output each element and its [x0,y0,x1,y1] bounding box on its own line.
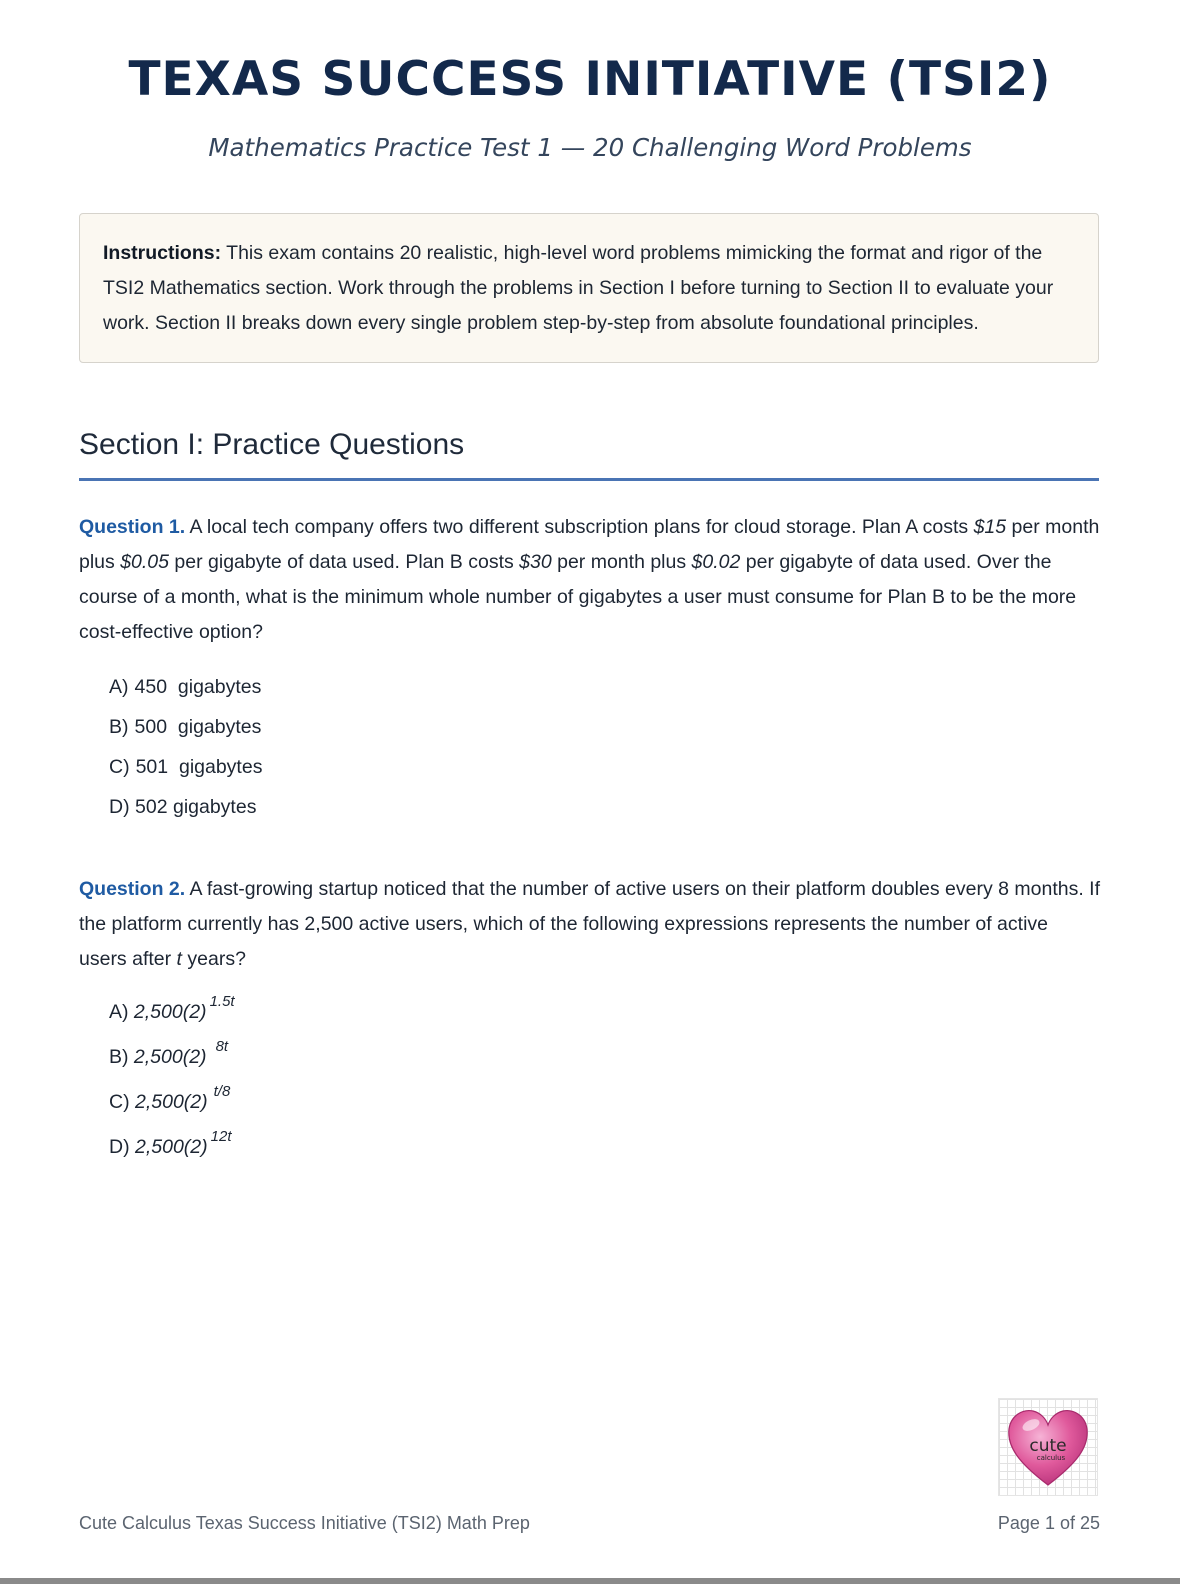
instructions-box [79,213,1099,363]
answer-option-a[interactable] [109,993,235,1027]
logo-text: cute [1029,1436,1067,1456]
option-letter: C) [109,756,130,778]
page-bottom-border [0,1578,1180,1584]
option-value: 450 [134,676,168,698]
question-label: Question 1. [79,516,186,538]
question-text-part: per month plus [551,551,692,573]
page-subtitle: Mathematics Practice Test 1 — 20 Challenging Word Problems [208,133,972,162]
section-title: Section I: Practice Questions [79,428,465,461]
option-value: 500 [134,716,168,738]
question-2 [79,872,1101,977]
option-value: 502 [135,796,168,818]
question-text [79,878,1100,970]
question-text-part: per gigabyte of data used. Plan B costs [169,551,520,573]
expression-exponent: t/8 [213,1083,231,1100]
price-value: $30 [519,551,552,573]
price-value: $0.02 [691,551,741,573]
option-expression [135,1083,231,1113]
option-unit: gigabytes [172,796,257,818]
option-letter: A) [109,676,129,698]
expression-base: 2,500(2) [133,1001,207,1023]
instructions-text: This exam contains 20 realistic, high-level word problems mimicking the format and rigor of the TSI2 Mathematics section. Work through the problems in Section I before turning to Section II to evaluate your work. Section II breaks down every single problem step-by-step from absolute foundational principles. [103,242,1054,334]
question-text-part: A fast-growing startup noticed that the number of active users on their platform doubles every 8 months. If the platform currently has 2,500 active users, which of the following expressions represents the number of active users after [79,878,1101,970]
footer-title: Cute Calculus Texas Success Initiative (TSI2) Math Prep [79,1513,530,1533]
answer-option-d[interactable] [109,792,256,822]
expression-exponent: 1.5t [209,993,235,1010]
section-divider [79,478,1099,481]
option-letter: B) [109,1046,129,1068]
page-title: TEXAS SUCCESS INITIATIVE (TSI2) [128,52,1052,107]
question-text-part: A local tech company offers two different subscription plans for cloud storage. Plan A costs [189,516,974,538]
instructions-label: Instructions: [103,242,222,264]
answer-option-b[interactable] [109,1038,229,1072]
price-value: $0.05 [120,551,170,573]
option-letter: B) [109,716,129,738]
page-number: Page 1 of 25 [997,1513,1100,1533]
question-text [79,516,1099,643]
question-text-part: per month plus [79,516,1100,573]
expression-exponent: 12t [210,1128,232,1145]
answer-option-c[interactable] [109,752,262,782]
expression-exponent: 8t [215,1038,229,1055]
answer-option-c[interactable] [109,1083,231,1117]
answer-option-d[interactable] [109,1128,232,1162]
question-text-part: per gigabyte of data used. Over the course of a month, what is the minimum whole number of gigabytes a user must consume for Plan B to be the more cost-effective option? [79,551,1077,643]
expression-base: 2,500(2) [133,1046,207,1068]
cute-calculus-logo [998,1398,1098,1496]
option-unit: gigabytes [178,756,263,778]
option-letter: D) [109,1136,130,1158]
variable-t: t [176,948,182,970]
option-unit: gigabytes [177,676,262,698]
question-label: Question 2. [79,878,186,900]
question-text-part: years? [181,948,246,970]
expression-base: 2,500(2) [135,1091,208,1113]
option-letter: D) [109,796,130,818]
question-1 [79,510,1101,650]
option-letter: A) [109,1001,129,1023]
price-value: $15 [973,516,1007,538]
option-value: 501 [135,756,169,778]
option-unit: gigabytes [177,716,262,738]
option-expression [133,1038,229,1068]
option-letter: C) [109,1091,130,1113]
option-expression [133,993,235,1023]
option-expression [135,1128,232,1158]
answer-option-a[interactable] [109,672,261,702]
logo-subtext: calculus [1036,1454,1066,1462]
expression-base: 2,500(2) [135,1136,208,1158]
heart-icon [999,1399,1097,1495]
answer-option-b[interactable] [109,712,261,742]
